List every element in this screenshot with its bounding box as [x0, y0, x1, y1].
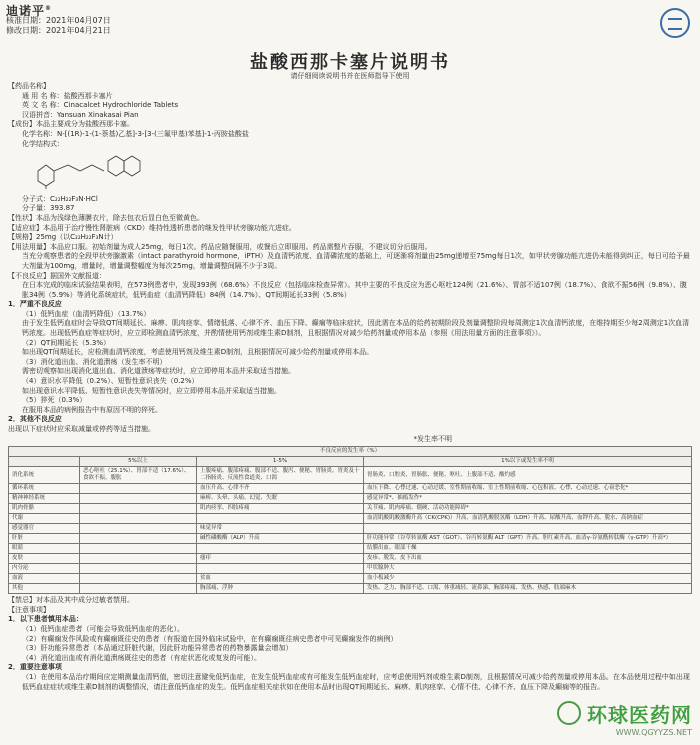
table-cell [80, 554, 197, 564]
table-row [9, 574, 692, 584]
molecular-formula: 分子式：C₂₂H₂₂F₃N·HCl [22, 194, 98, 203]
table-cell: 血小板减少 [364, 574, 692, 584]
table-cell: 胸部痛、浮肿 [197, 584, 364, 594]
table-caption: 不良反应的发生率（%） [9, 447, 692, 457]
table-cell [197, 564, 364, 574]
serious-item-3: （3）消化道出血、消化道溃疡（发生率不明） [22, 357, 167, 366]
table-header: 5%以上 [80, 457, 197, 467]
table-cell: 结膜出血、眼部干燥 [364, 544, 692, 554]
table-cell [197, 544, 364, 554]
table-cell [80, 494, 197, 504]
table-cell [80, 544, 197, 554]
document-header [6, 4, 111, 36]
section-ingredients: 【成份】本品主要成分为盐酸西那卡塞。 [8, 120, 134, 129]
table-cell: 贫血 [197, 574, 364, 584]
table-row [9, 467, 692, 484]
pinyin-name: 汉语拼音：Yansuan Xinakasai Pian [22, 110, 139, 119]
caution-item-1c: （3）肝功能异常患者（本品通过肝脏代谢，因此肝功能异常患者的药物暴露量会增加） [22, 644, 293, 653]
caution-item-1b: （2）有癫痫发作风险或有癫痫既往史的患者（有报道在国外临床试验中，在有癫痫既往病史患者中可见癫痫发作的病例） [22, 634, 398, 643]
serious-item-1-detail: 由于发生低钙血症时会导致QT间期延长、麻痹、肌肉痉挛、情绪低落、心律不齐、血压下降、癫痫等临床症状，因此需在本品的给药初期阶段及剂量调整阶段每周测定1次血清钙浓度，在维持期至少每2周测定1次血清钙浓度。出现低钙血症等症状时，应立即检测血清钙浓度，并酌情使用钙剂或维生素D制剂，且根据情况对减少给药剂量或停用本品（参照《用法用量方面的注意事项》）。 [22, 319, 690, 338]
globe-icon [557, 701, 581, 725]
other-adverse-intro: 出现以下症状时应采取减量或停药等适当措施。 [8, 425, 155, 433]
table-header: 1-5% [197, 457, 364, 467]
table-row [9, 524, 692, 534]
table-cell [80, 534, 197, 544]
serious-item-2: （2）QT间期延长（5.3%） [22, 338, 111, 347]
table-cell: 发热、乏力、胸部不适、口渴、体重减轻、流鼻涕、胸部疼痛、发热、热感、肢端麻木 [364, 584, 692, 594]
table-cell [80, 574, 197, 584]
caution-item-2: 2．重要注意事项 [8, 663, 62, 672]
table-cell: 血清肌酸肌酸激酶升高（CK(CPK)）升高、血清乳酸脱氢酶（LDH）升高、尿酸升高、血钾升高、脱水、高钠血症 [364, 514, 692, 524]
table-cell: 皮疹、脱发、皮下出血 [364, 554, 692, 564]
table-row [9, 554, 692, 564]
table-cell [197, 514, 364, 524]
table-note: *发生率不明 [413, 434, 452, 443]
table-row [9, 514, 692, 524]
caution-item-1: 1．以下患者慎用本品： [8, 615, 83, 624]
table-cell: 上腹疼痛、腹部疼痛、腹部不适、腹泻、便秘、胃肠炎、胃炎及十二指肠炎、反流性食道炎、口渴 [197, 467, 364, 484]
table-cell: 血液 [9, 574, 80, 584]
section-spec: 【规格】25mg（以C₂₂H₂₂F₃N计） [8, 233, 118, 242]
table-cell [80, 524, 197, 534]
table-cell: 循环系统 [9, 484, 80, 494]
adverse-summary: 在日本完成的临床试验结果表明，在573例患者中，发现393例（68.6%）不良反应（包括临床检查异常）。其中主要的不良反应为恶心呕吐124例（21.6%）、胃部不适107例（18.7%）、食欲不振56例（9.8%）、腹胀34例（5.9%）等消化系统症状，低钙血症（血清钙降低）84例（14.7%）、QT间期延长33例（5.8%） [22, 281, 687, 299]
serious-item-5-detail: 在服用本品的病例报告中有原因不明的猝死。 [22, 405, 162, 414]
serious-item-3-detail: 需密切观察如出现消化道出血、消化道溃疡等症状时，应立即停用本品并采取适当措施。 [22, 367, 295, 376]
chemical-name: 化学名称：N-[(1R)-1-(1-萘基)乙基]-3-[3-(三氟甲基)苯基]-1-丙胺盐酸盐 [22, 129, 249, 138]
table-cell: 感觉异常*、抽搐发作* [364, 494, 692, 504]
table-cell [80, 514, 197, 524]
section-caution: 【注意事项】 [8, 605, 50, 614]
table-cell: 血压升高、心律不齐 [197, 484, 364, 494]
serious-item-4-detail: 如出现意识水平降低、短暂性意识丧失等情况时，应立即停用本品并采取适当措施。 [22, 386, 281, 395]
table-cell: 肌肉骨骼 [9, 504, 80, 514]
caution-item-2a: （1）在使用本品治疗期间应定期测量血清钙值，密切注意避免低钙血症，在发生低钙血症或有可能发生低钙血症时，应考虑使用钙剂或维生素D制剂，且根据情况可减少给药剂量或停用本品。在本品使用过程中如出现低钙血症症状或维生素D制剂的调整情况，请注意低钙血症的发生。低钙血症相关症状如在使用本品时出现QT间期延长、麻痹、肌肉痉挛、心情不佳、心律不齐、血压下降及癫痫等的报告。 [22, 672, 690, 691]
section-drug-name: 【药品名称】 [8, 82, 50, 90]
generic-name: 通 用 名 称：盐酸西那卡塞片 [22, 91, 113, 100]
table-cell: 血压下降、心悸过速、心动过缓、室性期前收缩、室上性期前收缩、心包积液、心悸、心动过速、心衰恶化* [364, 484, 692, 494]
table-cell [80, 584, 197, 594]
table-cell: 碱性磷酸酶（ALP）升高 [197, 534, 364, 544]
approval-date: 核准日期：2021年04月07日 [6, 16, 111, 25]
section-dosage: 【用法用量】本品应口服。初始剂量为成人25mg，每日1次。药品应随餐服用，或餐后立即服用。药品需整片吞服，不建议切分后服用。 [8, 242, 432, 251]
table-cell: 其他 [9, 584, 80, 594]
table-cell: 甲状腺肿大 [364, 564, 692, 574]
table-cell: 瘙痒 [197, 554, 364, 564]
watermark-url: WWW.QGYYZS.NET [615, 728, 692, 737]
table-row [9, 494, 692, 504]
table-cell: 恶心呕吐（25.1%）、胃部不适（17.6%）、食欲不振、腹胀 [80, 467, 197, 484]
serious-item-1: （1）低钙血症（血清钙降低）（13.7%） [22, 309, 151, 318]
table-row [9, 504, 692, 514]
table-cell: 关节痛、肌肉疼痛、僵硬、活动功能障碍* [364, 504, 692, 514]
table-cell: 内分泌 [9, 564, 80, 574]
table-cell [80, 484, 197, 494]
page-title: 盐酸西那卡塞片说明书 [250, 52, 450, 73]
adverse-reaction-table [8, 446, 692, 594]
brand-name: 迪诺平® [6, 4, 53, 18]
table-cell: 肌肉痉挛、四肢疼痛 [197, 504, 364, 514]
table-header [9, 457, 80, 467]
serious-item-5: （5）猝死（0.3%） [22, 396, 87, 405]
table-cell: 感觉器官 [9, 524, 80, 534]
table-cell [80, 504, 197, 514]
table-cell [80, 564, 197, 574]
revision-date: 修改日期：2021年04月21日 [6, 26, 111, 35]
chemical-structure-label: 化学结构式： [22, 139, 64, 148]
company-logo-icon [660, 8, 690, 38]
table-row [9, 564, 692, 574]
section-appearance: 【性状】本品为浅绿色薄膜衣片，除去包衣后显白色至微黄色。 [8, 213, 204, 222]
document-body [8, 82, 692, 692]
table-cell: 消化系统 [9, 467, 80, 484]
serious-item-2-detail: 如出现QT间期延长，应检测血清钙浓度，考虑使用钙剂及维生素D制剂，且根据情况可减少给药剂量或停用本品。 [22, 348, 374, 357]
watermark [587, 699, 692, 737]
chemical-structure-image [28, 151, 168, 189]
caution-item-1a: （1）低钙血症患者（可能会导致低钙血症的恶化）。 [22, 624, 184, 633]
table-cell: 味觉异常 [197, 524, 364, 534]
page-subtitle: 请仔细阅读说明书并在医师指导下使用 [290, 72, 410, 80]
section-adverse: 【不良反应】据国外文献报道： [8, 271, 106, 280]
dosage-detail: 当充分观察患者的全段甲状旁腺激素（intact parathyroid hormone，iPTH）及血清钙浓度、血清磷浓度的基础上，可逐渐将剂量由25mg递增至75mg每日1次，如甲状旁腺功能亢进仍未能得到纠正，每日可给予最大剂量为100mg，增量时，增量调整幅度为每次25mg，增量调整间隔不少于3周。 [22, 252, 690, 270]
section-indication: 【适应症】本品用于治疗慢性肾脏病（CKD）维持性透析患者的继发性甲状旁腺功能亢进症。 [8, 223, 296, 232]
table-row [9, 544, 692, 554]
table-cell: 肝功能异常（谷草转氨酶 AST（GOT）、谷丙转氨酶 ALT（GPT）升高、胆红素升高、血清γ-谷氨酰转肽酶（γ-GTP）升高*） [364, 534, 692, 544]
table-cell [364, 524, 692, 534]
section-contraindication: 【禁忌】对本品及其中成分过敏者禁用。 [8, 596, 134, 605]
table-cell: 代谢 [9, 514, 80, 524]
caution-item-1d: （4）消化道出血或有消化道溃疡既往史的患者（有症状恶化或复发的可能）。 [22, 653, 261, 662]
table-cell: 眼睛 [9, 544, 80, 554]
english-name: 英 文 名 称：Cinacalcet Hydrochloride Tablets [22, 101, 179, 110]
table-cell: 肝脏 [9, 534, 80, 544]
molecular-weight: 分子量：393.87 [22, 204, 75, 213]
serious-adverse-heading: 1．严重不良反应 [8, 300, 62, 309]
table-row [9, 484, 692, 494]
other-adverse-heading: 2．其他不良反应 [8, 415, 62, 424]
table-cell: 精神神经系统 [9, 494, 80, 504]
table-row [9, 584, 692, 594]
table-header: 1%以下或发生率不明 [364, 457, 692, 467]
table-cell: 胃肠炎、口腔炎、胃肠胀、便秘、呕吐、上腹部不适、酸灼感 [364, 467, 692, 484]
table-row [9, 534, 692, 544]
table-cell: 麻痹、头晕、头痛、幻觉、失眠 [197, 494, 364, 504]
table-cell: 皮肤 [9, 554, 80, 564]
serious-item-4: （4）意识水平降低（0.2%）、短暂性意识丧失（0.2%） [22, 377, 199, 386]
watermark-title: 环球医药网 [587, 703, 692, 727]
